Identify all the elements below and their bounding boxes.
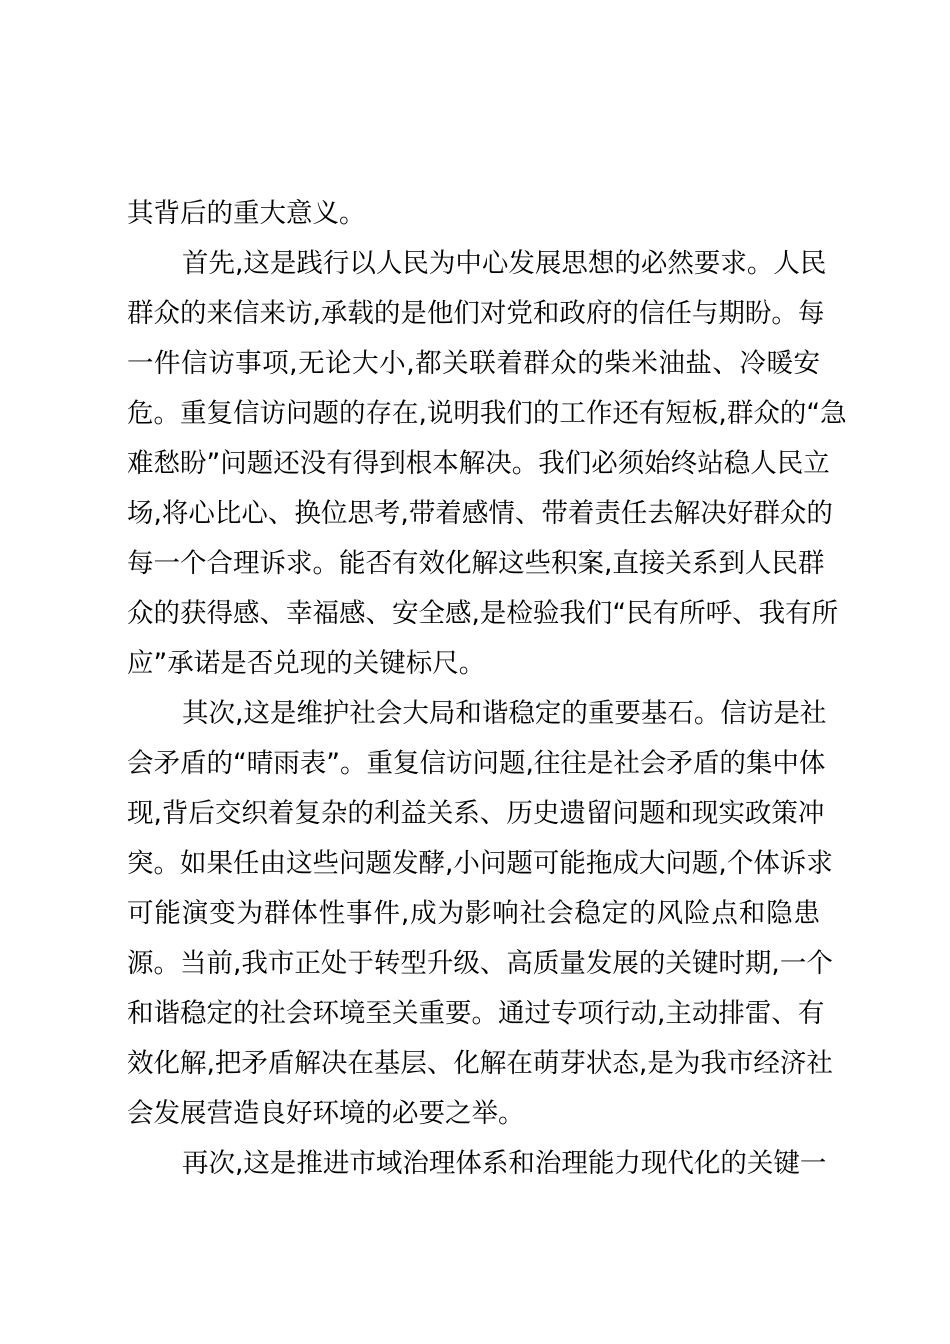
text-line: 危。重复信访问题的存在,说明我们的工作还有短板,群众的“急: [127, 398, 847, 429]
text-line: 场,将心比心、换位思考,带着感情、带着责任去解决好群众的: [127, 498, 833, 529]
text-line: 效化解,把矛盾解决在基层、化解在萌芽状态,是为我市经济社: [127, 1048, 833, 1079]
text-line: 再次,这是推进市域治理体系和治理能力现代化的关键一: [182, 1148, 827, 1179]
paragraph-first: [127, 239, 847, 689]
text-line: 会矛盾的“晴雨表”。重复信访问题,往往是社会矛盾的集中体: [127, 748, 826, 779]
text-line: 和谐稳定的社会环境至关重要。通过专项行动,主动排雷、有: [127, 998, 825, 1029]
paragraph-second: [127, 689, 833, 1139]
text-line: 每一个合理诉求。能否有效化解这些积案,直接关系到人民群: [127, 548, 825, 579]
text-line: 其次,这是维护社会大局和谐稳定的重要基石。信访是社: [182, 698, 827, 729]
paragraph-third: [127, 1139, 827, 1189]
text-line: 难愁盼”问题还没有得到根本解决。我们必须始终站稳人民立: [127, 448, 830, 479]
paragraph-continuation: [127, 189, 827, 239]
text-line: 现,背后交织着复杂的利益关系、历史遗留问题和现实政策冲: [127, 798, 825, 829]
text-line: 可能演变为群体性事件,成为影响社会稳定的风险点和隐患: [127, 898, 820, 929]
text-line: 一件信访事项,无论大小,都关联着群众的柴米油盐、冷暖安: [127, 348, 820, 379]
text-line: 突。如果任由这些问题发酵,小问题可能拖成大问题,个体诉求: [127, 848, 833, 879]
document-body: [127, 189, 847, 1189]
text-line: 众的获得感、幸福感、安全感,是检验我们“民有所呼、我有所: [127, 598, 839, 629]
text-line: 源。当前,我市正处于转型升级、高质量发展的关键时期,一个: [127, 948, 833, 979]
text-line: 会发展营造良好环境的必要之举。: [127, 1098, 525, 1129]
text-line: 应”承诺是否兑现的关键标尺。: [127, 648, 486, 679]
text-line: 首先,这是践行以人民为中心发展思想的必然要求。人民: [182, 248, 827, 279]
text-line: 其背后的重大意义。: [127, 198, 366, 229]
text-line: 群众的来信来访,承载的是他们对党和政府的信任与期盼。每: [127, 298, 825, 329]
